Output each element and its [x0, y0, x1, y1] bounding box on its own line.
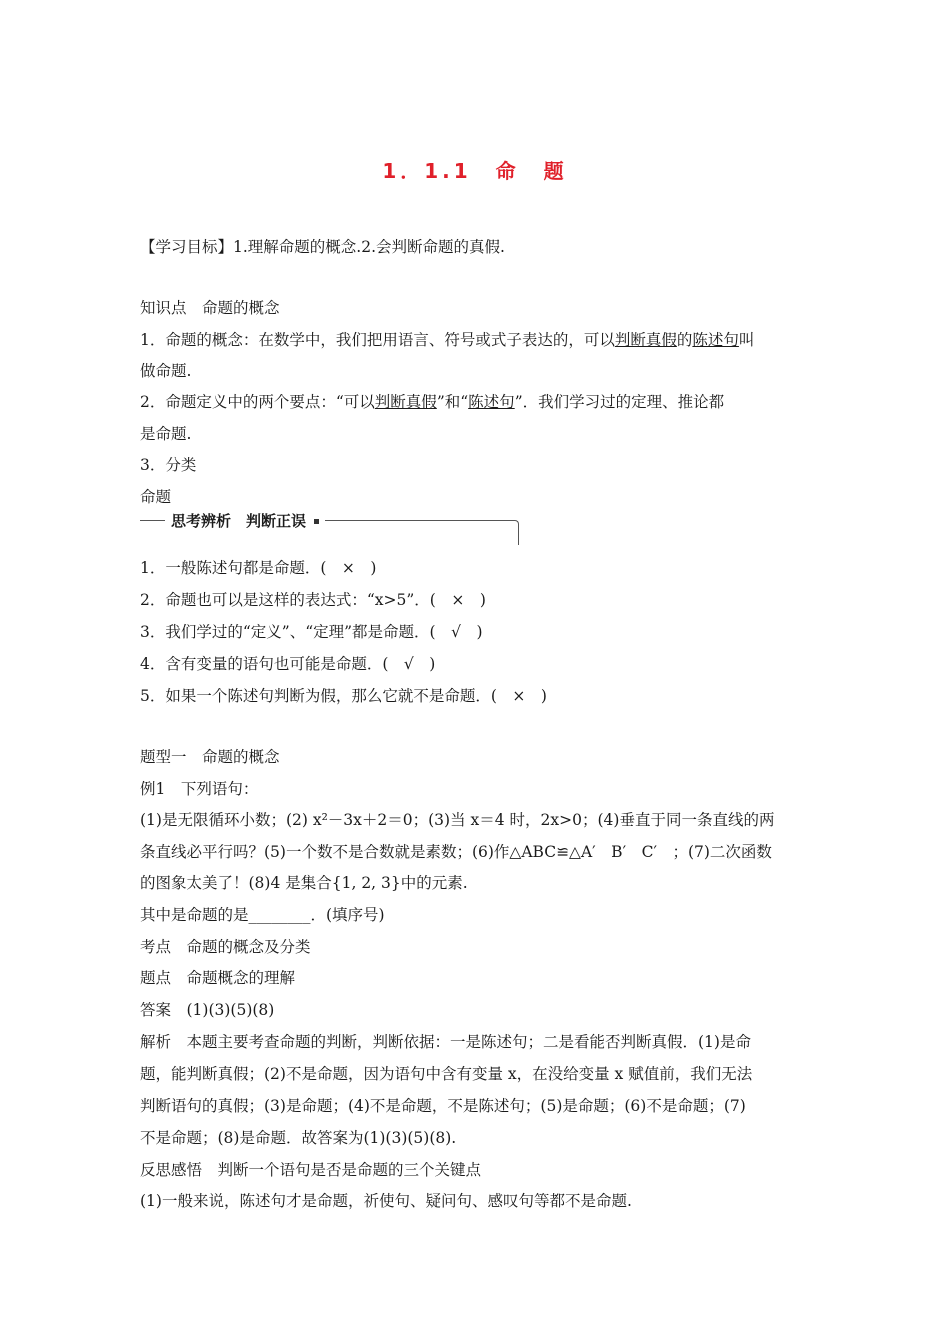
text: 叫: [738, 331, 755, 349]
analysis-line: 题，能判断真假；(2)不是命题，因为语句中含有变量 x，在没给变量 x 赋值前，我们无法: [140, 1065, 753, 1083]
example-line: 条直线必平行吗？(5)一个数不是合数就是素数；(6)作△ABC≌△A′ B′ C′ ；(7)二次函数: [140, 843, 772, 861]
type1-heading: 题型一 命题的概念: [140, 748, 280, 766]
underlined-term: 判断真假: [374, 393, 437, 411]
underlined-term: 陈述句: [692, 331, 739, 349]
text: 1．命题的概念：在数学中，我们把用语言、符号或式子表达的，可以: [140, 331, 615, 349]
think-title-text: 思考辨析 判断正误: [171, 512, 307, 530]
think-item: 5．如果一个陈述句判断为假，那么它就不是命题．( × ): [140, 687, 547, 705]
bullet-dot: [314, 519, 319, 524]
text: 2．命题定义中的两个要点：“可以: [140, 393, 375, 411]
learning-objective: [140, 237, 820, 257]
example-line: (1)是无限循环小数；(2) x²－3x＋2＝0；(3)当 x＝4 时，2x>0；(4)垂直于同一条直线的两: [140, 811, 775, 829]
fill-blank: 其中是命题的是________．(填序号): [140, 906, 385, 924]
reflect-heading: 反思感悟 判断一个语句是否是命题的三个关键点: [140, 1161, 482, 1179]
objective-text: 1.理解命题的概念.2.会判断命题的真假.: [233, 238, 505, 256]
underlined-term: 陈述句: [468, 393, 515, 411]
kaodian: 考点 命题的概念及分类: [140, 938, 311, 956]
tidian: 题点 命题概念的理解: [140, 969, 296, 987]
answer: 答案 (1)(3)(5)(8): [140, 1001, 275, 1019]
text: ”．我们学习过的定理、推论都: [514, 393, 725, 411]
knowledge-p1: [140, 330, 820, 350]
knowledge-p4: 命题: [140, 488, 172, 506]
objective-label: 【学习目标】: [140, 238, 234, 256]
think-box-title: [165, 510, 325, 531]
think-item: 4．含有变量的语句也可能是命题．( √ ): [140, 655, 436, 673]
analysis-line: 判断语句的真假；(3)是命题；(4)不是命题，不是陈述句；(5)是命题；(6)不是命题；(7): [140, 1097, 746, 1115]
knowledge-p2-cont: 是命题.: [140, 425, 192, 443]
think-item: 3．我们学过的“定义”、“定理”都是命题．( √ ): [140, 623, 483, 641]
example-line: 的图象太美了！(8)4 是集合{1, 2, 3}中的元素.: [140, 874, 468, 892]
knowledge-p1-cont: 做命题.: [140, 362, 192, 380]
analysis-line: 不是命题；(8)是命题．故答案为(1)(3)(5)(8).: [140, 1129, 457, 1147]
example-heading: 例1 下列语句：: [140, 780, 259, 798]
page-title: 1．1.1 命 题: [382, 159, 568, 183]
knowledge-heading: 知识点 命题的概念: [140, 299, 280, 317]
think-item: 1．一般陈述句都是命题．( × ): [140, 559, 377, 577]
knowledge-p3: 3．分类: [140, 456, 197, 474]
think-item: 2．命题也可以是这样的表达式：“x>5”．( × ): [140, 591, 486, 609]
knowledge-p2: [140, 392, 820, 412]
analysis-line: 解析 本题主要考查命题的判断，判断依据：一是陈述句；二是看能否判断真假．(1)是命: [140, 1033, 751, 1051]
text: ”和“: [436, 393, 469, 411]
reflect-line: (1)一般来说，陈述句才是命题，祈使句、疑问句、感叹句等都不是命题.: [140, 1192, 632, 1210]
text: 的: [676, 331, 693, 349]
underlined-term: 判断真假: [614, 331, 677, 349]
